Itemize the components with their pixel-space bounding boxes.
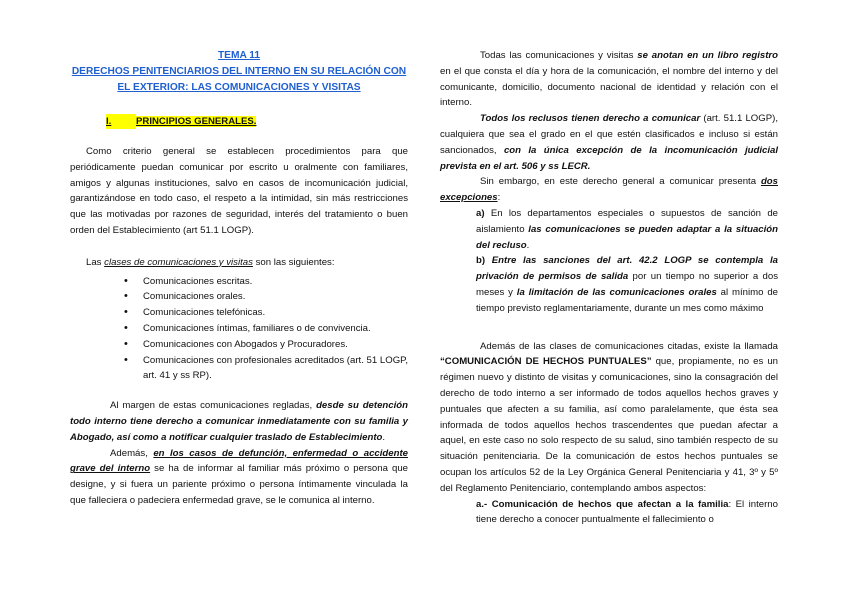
text-run: Además, xyxy=(110,447,154,459)
text-run: al mínimo de tiempo previsto reglamentariamente, durante un mes como máximo xyxy=(476,286,778,314)
text-run: (art. 51.1 LOGP), cualquiera que sea el grado en el que estén clasificados e incluso si están sancionados, xyxy=(440,113,778,156)
paragraph-general-criteria: Como criterio general se establecen procedimientos para que periódicamente puedan comunicar por escrito u oralmente con familiares, amigos y algunas instituciones, salvo en casos de incomunicación judicial, garantizándose en todo caso, el respeto a la intimidad, sin más restricciones que las motivadas por razones de seguridad, interés del tratamiento o buen orden del Establecimiento (art 51.1 LOGP). xyxy=(70,146,408,236)
text-run: Sin embargo, en este derecho general a comunicar presenta xyxy=(480,176,761,188)
text-run: . xyxy=(526,239,530,251)
text-run: que, propiamente, no es un régimen nuevo y distinto de visitas y comunicaciones, sino la consagración del derecho de todo interno a ser informado de todos aquellos hechos graves y puntuales que afecten a su familia, así como paralelamente, que ésta sea informada de todos aquellos hechos trascendentes que puedan afectar a aquel, en este caso no solo respecto de su salud, sino también respecto de su situación penitenciaria. De la comunicación de estos hechos puntuales se ocupan los artículos 52 de la Ley Orgánica General Penitenciaria y 41, 3º y 5º del Reglamento Penitenciario, contemplando ambos aspectos: xyxy=(440,356,778,494)
text-run: se ha de informar al familiar más próximo o persona que designe, y si fuera un pariente próximo o persona íntimamente vinculada la que falleciera o padeciera enfermedad grave, se le comunica al interno. xyxy=(70,463,408,506)
text-run: En los departamentos especiales o supuestos de sanción de aislamiento xyxy=(476,207,778,235)
emphasis-classes: clases de comunicaciones y visitas xyxy=(104,256,253,268)
text-run: Las xyxy=(86,256,105,268)
list-item: • Comunicaciones íntimas, familiares o de convivencia. xyxy=(70,321,408,337)
text-run: : xyxy=(497,192,501,204)
emphasis-detention: desde su detención todo interno tiene derecho a comunicar inmediatamente con su familia y Abogado, así como a notificar cualquier traslado de Establecimiento xyxy=(70,400,409,443)
emphasis-privacion: Entre las sanciones del art. 42.2 LOGP se contempla la privación de permisos de salida xyxy=(476,255,778,283)
paragraph-hechos-puntuales xyxy=(440,339,778,497)
tema-heading: TEMA 11 xyxy=(217,50,261,61)
title-line-2: EL EXTERIOR: LAS COMUNICACIONES Y VISITAS xyxy=(117,82,361,93)
emphasis-hechos-puntuales: “COMUNICACIÓN DE HECHOS PUNTUALES” xyxy=(440,356,652,368)
emphasis-limitacion: la limitación de las comunicaciones orales xyxy=(516,286,717,298)
exception-label: b) xyxy=(476,255,486,267)
exception-b xyxy=(476,253,778,316)
list-item: • Comunicaciones con profesionales acreditados (art. 51 LOGP, art. 41 y ss RP). xyxy=(70,353,408,385)
paragraph-familia xyxy=(476,497,778,529)
text-run: son las siguientes: xyxy=(252,256,335,268)
title-line-1: DERECHOS PENITENCIARIOS DEL INTERNO EN SU RELACIÓN CON xyxy=(71,66,407,77)
exception-a xyxy=(476,206,778,253)
text-run: Todas las comunicaciones y visitas xyxy=(480,50,638,61)
emphasis-derecho: Todos los reclusos tienen derecho a comunicar xyxy=(480,113,701,125)
section-number: I. xyxy=(106,114,136,129)
list-item: • Comunicaciones con Abogados y Procuradores. xyxy=(70,337,408,353)
list-item: • Comunicaciones orales. xyxy=(70,289,408,305)
paragraph-registro xyxy=(440,48,778,111)
emphasis-dos-excepciones: dos excepciones xyxy=(440,176,778,204)
communication-types-list xyxy=(70,274,408,385)
paragraph-regulated xyxy=(70,398,408,445)
text-run: por un tiempo no superior a dos meses y xyxy=(476,271,778,298)
text-run: en el que consta el día y hora de la comunicación, el nombre del interno y del comunicante, domicilio, documento nacional de identidad y relación con el interno. xyxy=(440,65,778,109)
left-column xyxy=(70,48,408,509)
paragraph-defuncion xyxy=(70,446,408,509)
emphasis-registro: se anotan en un libro registro xyxy=(637,50,778,61)
section-title: PRINCIPIOS GENERALES. xyxy=(136,116,257,127)
text-run: . xyxy=(382,431,386,443)
emphasis-adaptar: las comunicaciones se pueden adaptar a la situación del recluso xyxy=(476,223,778,251)
text-run: Además de las clases de comunicaciones citadas, existe la llamada xyxy=(480,340,778,352)
text-run: Al margen de estas comunicaciones regladas, xyxy=(110,400,317,412)
text-run: : El interno tiene derecho a conocer puntualmente el fallecimiento o xyxy=(476,498,778,526)
emphasis-excepcion: con la única excepción de la incomunicación judicial prevista en el art. 506 y ss LECR. xyxy=(440,144,779,172)
exception-label: a) xyxy=(476,207,485,219)
emphasis-familia: a.- Comunicación de hechos que afectan a la familia xyxy=(476,498,729,510)
list-item: • Comunicaciones telefónicas. xyxy=(70,305,408,321)
list-item: • Comunicaciones escritas. xyxy=(70,274,408,290)
right-column xyxy=(440,48,778,528)
paragraph-excepciones xyxy=(440,174,778,206)
paragraph-classes xyxy=(70,255,408,271)
emphasis-defuncion: en los casos de defunción, enfermedad o accidente grave del interno xyxy=(70,447,408,475)
section-heading xyxy=(106,114,408,129)
paragraph-derecho xyxy=(440,111,778,174)
